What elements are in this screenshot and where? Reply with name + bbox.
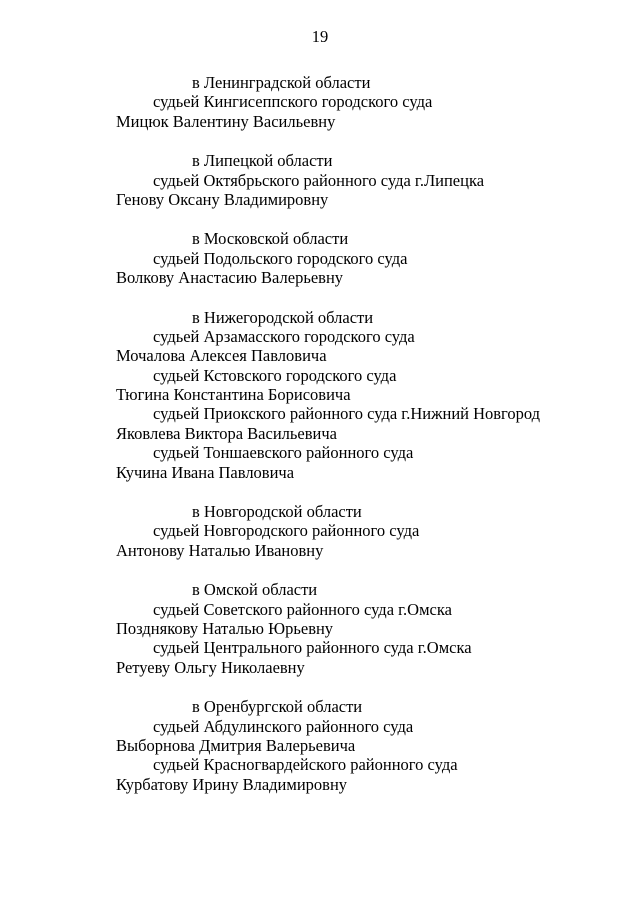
page-number: 19 (311, 27, 329, 46)
court-line: судьей Октябрьского районного суда г.Липецка (153, 170, 485, 190)
region-section (0, 502, 640, 560)
region-heading: в Новгородской области (192, 502, 362, 522)
judge-name: Антонову Наталью Ивановну (116, 540, 324, 560)
court-line: судьей Абдулинского районного суда (153, 716, 414, 736)
court-line: судьей Центрального районного суда г.Омска (153, 638, 472, 658)
region-section (0, 308, 640, 483)
judge-name: Кучина Ивана Павловича (116, 462, 295, 482)
region-heading: в Липецкой области (192, 151, 333, 171)
judge-name: Выборнова Дмитрия Валерьевича (116, 735, 356, 755)
judge-name: Генову Оксану Владимировну (116, 189, 329, 209)
region-section (0, 151, 640, 209)
region-heading: в Ленинградской области (192, 73, 371, 92)
court-line: судьей Новгородского районного суда (153, 521, 420, 541)
judge-name: Позднякову Наталью Юрьевну (116, 618, 334, 638)
region-heading: в Омской области (192, 580, 318, 600)
judge-name: Тюгина Константина Борисовича (116, 385, 351, 405)
court-line: судьей Красногвардейского районного суда (153, 755, 458, 775)
court-line: судьей Арзамасского городского суда (153, 326, 415, 346)
judge-name: Ретуеву Ольгу Николаевну (116, 657, 305, 677)
court-line: судьей Кстовского городского суда (153, 365, 397, 385)
judge-name: Курбатову Ирину Владимировну (116, 774, 348, 794)
court-line: судьей Приокского районного суда г.Нижний Новгород (153, 404, 541, 424)
region-section (0, 580, 640, 677)
judge-name: Волкову Анастасию Валерьевну (116, 268, 344, 288)
region-section (0, 229, 640, 287)
court-line: судьей Советского районного суда г.Омска (153, 599, 452, 619)
region-heading: в Оренбургской области (192, 697, 363, 717)
judge-name: Яковлева Виктора Васильевича (116, 423, 337, 443)
court-line: судьей Кингисеппского городского суда (153, 92, 433, 112)
region-section (0, 697, 640, 794)
region-heading: в Московской области (192, 229, 349, 249)
judge-name: Мицюк Валентину Васильевну (116, 111, 336, 131)
appointments-list (0, 73, 640, 814)
court-line: судьей Подольского городского суда (153, 248, 408, 268)
region-heading: в Нижегородской области (192, 307, 374, 327)
region-section (0, 73, 640, 131)
court-line: судьей Тоншаевского районного суда (153, 443, 414, 463)
judge-name: Мочалова Алексея Павловича (116, 346, 327, 366)
